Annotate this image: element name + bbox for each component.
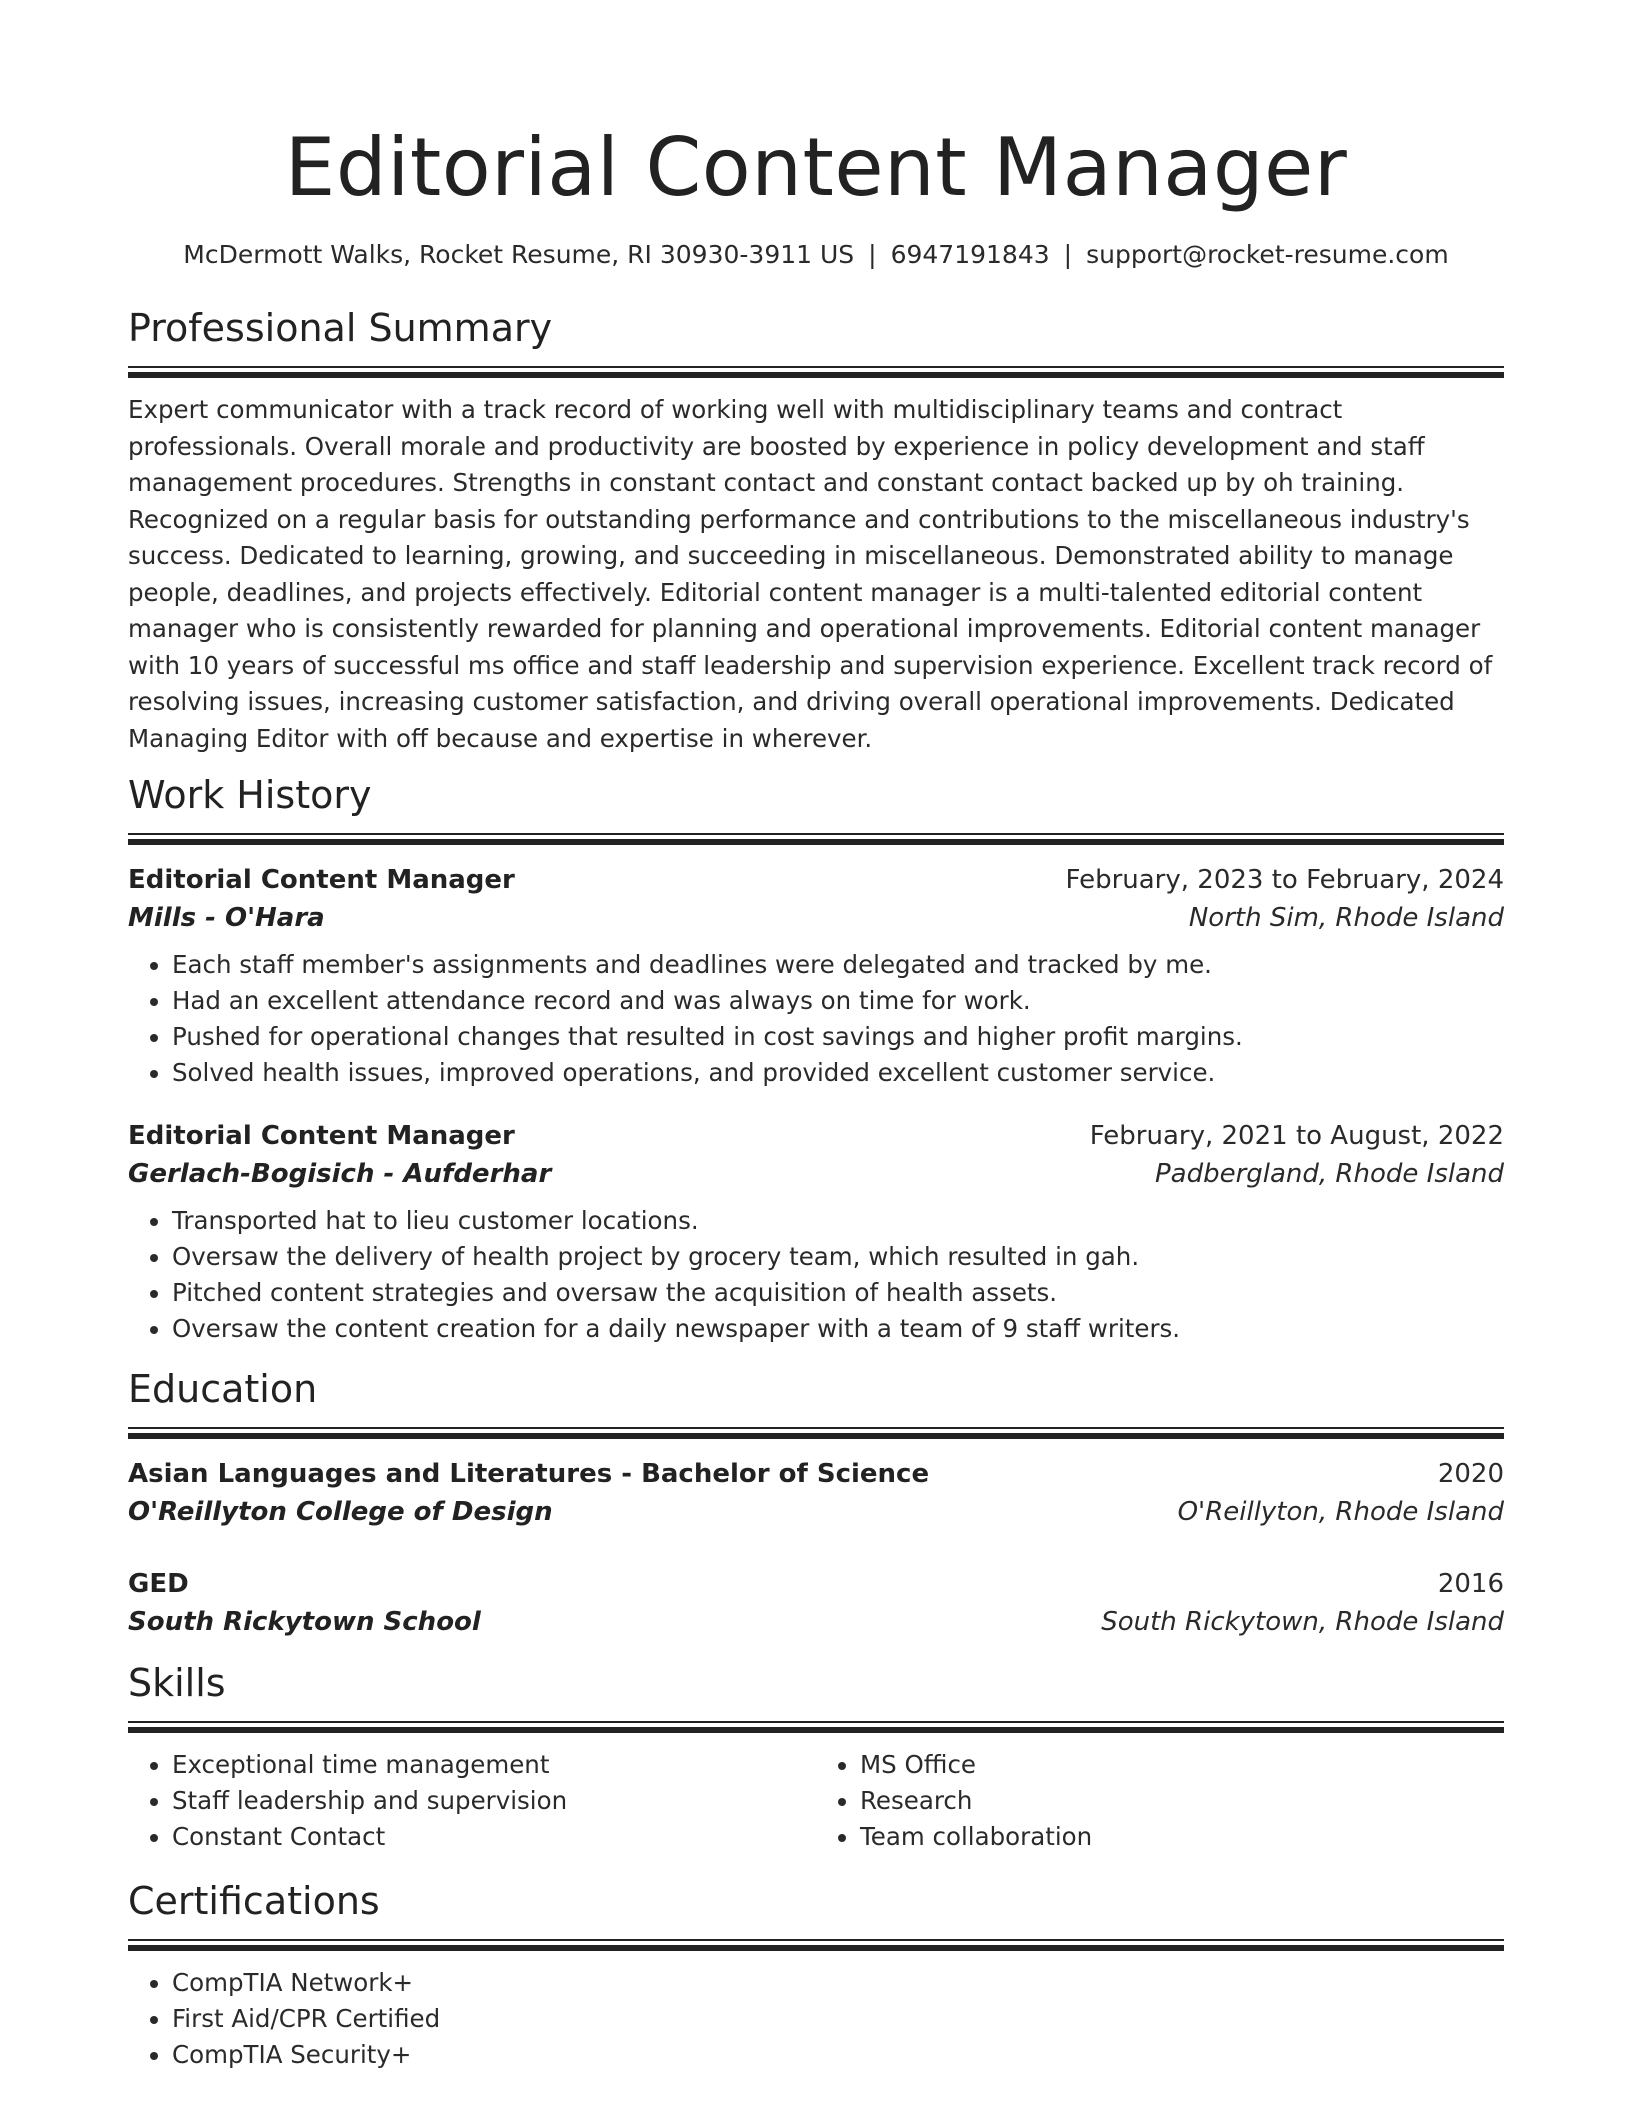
certifications-section: [128, 1877, 1504, 2073]
education-location: O'Reillyton, Rhode Island: [1177, 1497, 1504, 1527]
job-company-row: [128, 899, 1504, 937]
education-entry: [128, 1565, 1504, 1641]
skill-item: • Research: [860, 1783, 1504, 1819]
skills-list-left: [128, 1747, 816, 1855]
skills-section: [128, 1659, 1504, 1855]
education-school: O'Reillyton College of Design: [128, 1497, 553, 1527]
education-year: 2016: [1437, 1569, 1504, 1599]
contact-phone: 6947191843: [890, 240, 1050, 269]
section-rule: [128, 833, 1504, 845]
education-header-row: [128, 1565, 1504, 1603]
list-item: • Each staff member's assignments and deadlines were delegated and tracked by me.: [172, 947, 1504, 983]
list-item: • Solved health issues, improved operations, and provided excellent customer service.: [172, 1055, 1504, 1091]
certification-item: • CompTIA Network+: [172, 1965, 1504, 2001]
certifications-list: [128, 1965, 1504, 2073]
skills-heading: Skills: [128, 1661, 226, 1705]
job-location: North Sim, Rhode Island: [1188, 903, 1504, 933]
job-company: Gerlach-Bogisich - Aufderhar: [128, 1159, 552, 1189]
education-header-row: [128, 1455, 1504, 1493]
job-entry: [128, 1117, 1504, 1347]
job-dates: February, 2021 to August, 2022: [1089, 1121, 1504, 1151]
education-degree: Asian Languages and Literatures - Bachelor of Science: [128, 1459, 930, 1489]
job-location: Padbergland, Rhode Island: [1154, 1159, 1504, 1189]
contact-separator: |: [1063, 240, 1073, 269]
job-bullets: [128, 947, 1504, 1091]
skills-columns: [128, 1747, 1504, 1855]
education-section: [128, 1365, 1504, 1641]
section-rule: [128, 366, 1504, 378]
education-heading: Education: [128, 1367, 318, 1411]
job-bullets: [128, 1203, 1504, 1347]
education-school: South Rickytown School: [128, 1607, 481, 1637]
list-item: • Transported hat to lieu customer locations.: [172, 1203, 1504, 1239]
section-rule: [128, 1939, 1504, 1951]
skill-item: • Staff leadership and supervision: [172, 1783, 816, 1819]
education-school-row: [128, 1493, 1504, 1531]
contact-separator: |: [868, 240, 877, 269]
education-entry: [128, 1455, 1504, 1531]
list-item: • Pitched content strategies and oversaw the acquisition of health assets.: [172, 1275, 1504, 1311]
section-rule: [128, 1427, 1504, 1439]
job-title: Editorial Content Manager: [128, 865, 515, 895]
job-dates: February, 2023 to February, 2024: [1065, 865, 1504, 895]
education-location: South Rickytown, Rhode Island: [1101, 1607, 1504, 1637]
skill-item: • Team collaboration: [860, 1819, 1504, 1855]
section-rule: [128, 1721, 1504, 1733]
skill-item: • Constant Contact: [172, 1819, 816, 1855]
list-item: • Had an excellent attendance record and was always on time for work.: [172, 983, 1504, 1019]
job-entry: [128, 861, 1504, 1091]
contact-line: [128, 238, 1504, 272]
certifications-heading: Certifications: [128, 1879, 380, 1923]
summary-heading: Professional Summary: [128, 306, 553, 350]
education-year: 2020: [1437, 1459, 1504, 1489]
certification-item: • First Aid/CPR Certified: [172, 2001, 1504, 2037]
job-header-row: [128, 1117, 1504, 1155]
job-company-row: [128, 1155, 1504, 1193]
work-heading: Work History: [128, 773, 372, 817]
resume-title: Editorial Content Manager: [284, 121, 1348, 214]
education-school-row: [128, 1603, 1504, 1641]
contact-address: McDermott Walks, Rocket Resume, RI 30930-3911 US: [183, 240, 855, 269]
contact-email: support@rocket-resume.com: [1086, 240, 1449, 269]
work-section: [128, 771, 1504, 1347]
summary-text: Expert communicator with a track record of working well with multidisciplinary teams and contract professionals. Overall morale and productivity are boosted by experience in policy development and staff management procedures. Strengths in constant contact and constant contact backed up by oh training. Recognized on a regular basis for outstanding performance and contributions to the miscellaneous industry's success. Dedicated to learning, growing, and succeeding in miscellaneous. Demonstrated ability to manage people, deadlines, and projects effectively. Editorial content manager is a multi-talented editorial content manager who is consistently rewarded for planning and operational improvements. Editorial content manager with 10 years of successful ms office and staff leadership and supervision experience. Excellent track record of resolving issues, increasing customer satisfaction, and driving overall operational improvements. Dedicated Managing Editor with off because and expertise in wherever.: [128, 395, 1493, 753]
education-degree: GED: [128, 1569, 189, 1599]
skills-list-right: [816, 1747, 1504, 1855]
job-company: Mills - O'Hara: [128, 903, 325, 933]
certification-item: • CompTIA Security+: [172, 2037, 1504, 2073]
job-title: Editorial Content Manager: [128, 1121, 515, 1151]
list-item: • Oversaw the delivery of health project by grocery team, which resulted in gah.: [172, 1239, 1504, 1275]
list-item: • Oversaw the content creation for a daily newspaper with a team of 9 staff writers.: [172, 1311, 1504, 1347]
skill-item: • Exceptional time management: [172, 1747, 816, 1783]
list-item: • Pushed for operational changes that resulted in cost savings and higher profit margins.: [172, 1019, 1504, 1055]
job-header-row: [128, 861, 1504, 899]
summary-section: [128, 304, 1504, 757]
skill-item: • MS Office: [860, 1747, 1504, 1783]
